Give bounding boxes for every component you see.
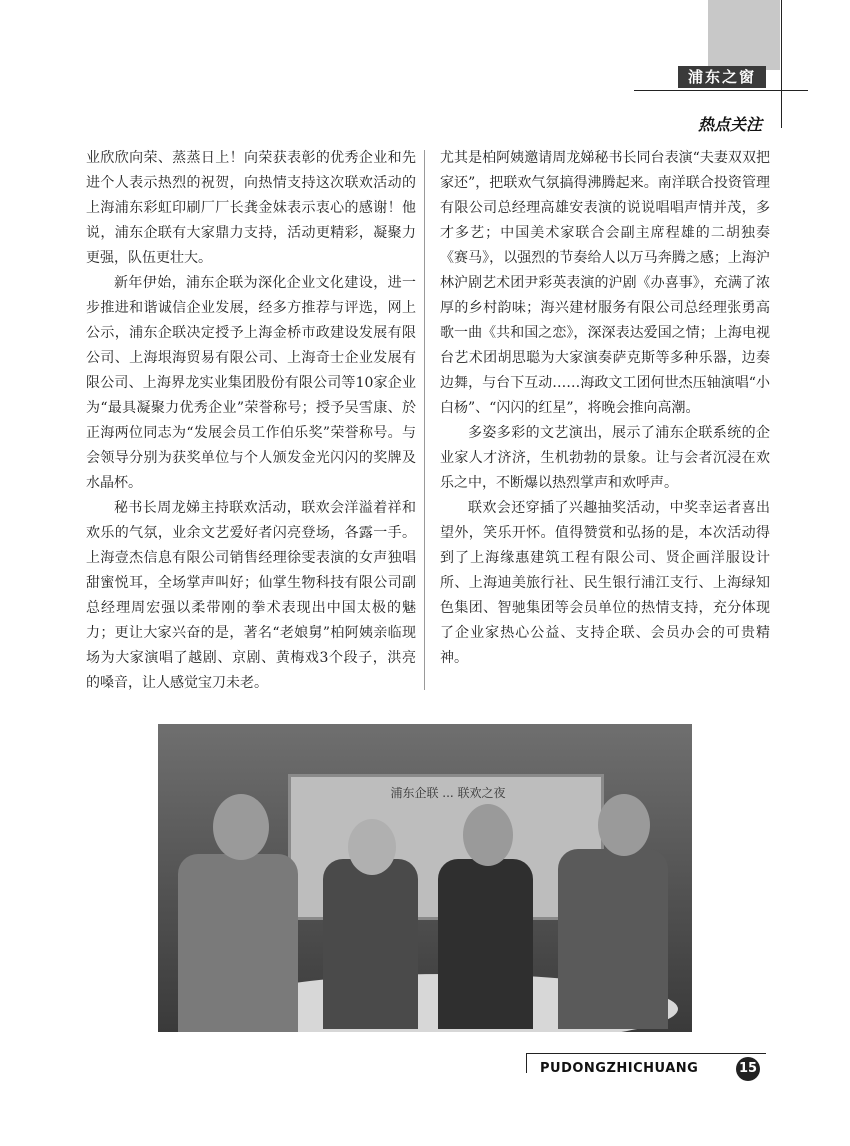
paragraph: 新年伊始，浦东企联为深化企业文化建设，进一步推进和谐诚信企业发展，经多方推荐与评选，网上公示，浦东企联决定授予上海金桥市政建设发展有限公司、上海垠海贸易有限公司、上海奇士企业发展有限公司、上海界龙实业集团股份有限公司等10家企业为“最具凝聚力优秀企业”荣誉称号；授予吴雪康、於正海两位同志为“发展会员工作伯乐奖”荣誉称号。与会领导分别为获奖单位与个人颁发金光闪闪的奖牌及水晶杯。 xyxy=(86,275,416,491)
article-column-left xyxy=(86,146,416,696)
person-head xyxy=(213,794,269,860)
section-title: 热点关注 xyxy=(697,115,762,134)
person-head xyxy=(463,804,513,866)
person-body xyxy=(323,859,418,1029)
person-body xyxy=(558,849,668,1029)
article-column-right xyxy=(440,146,770,671)
event-photo xyxy=(158,724,692,1032)
corner-decoration xyxy=(708,0,780,70)
footer-brand: PUDONGZHICHUANG xyxy=(540,1061,699,1076)
paragraph: 尤其是柏阿姨邀请周龙娣秘书长同台表演“夫妻双双把家还”，把联欢气氛搞得沸腾起来。南洋联合投资管理有限公司总经理高雄安表演的说说唱唱声情并茂，多才多艺；中国美术家联合会副主席程雄的二胡独奏《赛马》，以强烈的节奏给人以万马奔腾之感；上海沪林沪剧艺术团尹彩英表演的沪剧《办喜事》，充满了浓厚的乡村韵味；海兴建材服务有限公司总经理张勇高歌一曲《共和国之恋》，深深表达爱国之情；上海电视台艺术团胡思聪为大家演奏萨克斯等多种乐器，边奏边舞，与台下互动……海政文工团何世杰压轴演唱“小白杨”、“闪闪的红星”，将晚会推向高潮。 xyxy=(440,150,770,416)
page-number: 15 xyxy=(736,1057,760,1081)
person-body xyxy=(178,854,298,1032)
person-body xyxy=(438,859,533,1029)
backdrop-banner: 浦东企联 ... 联欢之夜 xyxy=(390,786,506,800)
column-divider xyxy=(424,150,425,690)
person-head xyxy=(598,794,650,856)
paragraph: 秘书长周龙娣主持联欢活动，联欢会洋溢着祥和欢乐的气氛，业余文艺爱好者闪亮登场，各露一手。上海壹杰信息有限公司销售经理徐雯表演的女声独唱甜蜜悦耳，全场掌声叫好；仙掌生物科技有限公司副总经理周宏强以柔带刚的拳术表现出中国太极的魅力；更让大家兴奋的是，著名“老娘舅”柏阿姨亲临现场为大家演唱了越剧、京剧、黄梅戏3个段子，洪亮的嗓音，让人感觉宝刀未老。 xyxy=(86,500,416,691)
paragraph: 多姿多彩的文艺演出，展示了浦东企联系统的企业家人才济济，生机勃勃的景象。让与会者沉浸在欢乐之中，不断爆以热烈掌声和欢呼声。 xyxy=(440,425,770,491)
footer-rule xyxy=(526,1053,766,1054)
header-vertical-rule xyxy=(781,0,782,128)
paragraph: 联欢会还穿插了兴趣抽奖活动，中奖幸运者喜出望外，笑乐开怀。值得赞赏和弘扬的是，本次活动得到了上海缘惠建筑工程有限公司、贤企画洋服设计所、上海迪美旅行社、民生银行浦江支行、上海绿知色集团、智驰集团等会员单位的热情支持，充分体现了企业家热心公益、支持企联、会员办会的可贵精神。 xyxy=(440,500,770,666)
magazine-brand: 浦东之窗 xyxy=(678,66,766,88)
person-head xyxy=(348,819,396,875)
paragraph: 业欣欣向荣、蒸蒸日上！向荣获表彰的优秀企业和先进个人表示热烈的祝贺，向热情支持这次联欢活动的上海浦东彩虹印刷厂厂长龚金妹表示衷心的感谢！他说，浦东企联有大家鼎力支持，活动更精彩，凝聚力更强，队伍更壮大。 xyxy=(86,150,416,266)
footer-vertical-rule xyxy=(526,1053,527,1073)
